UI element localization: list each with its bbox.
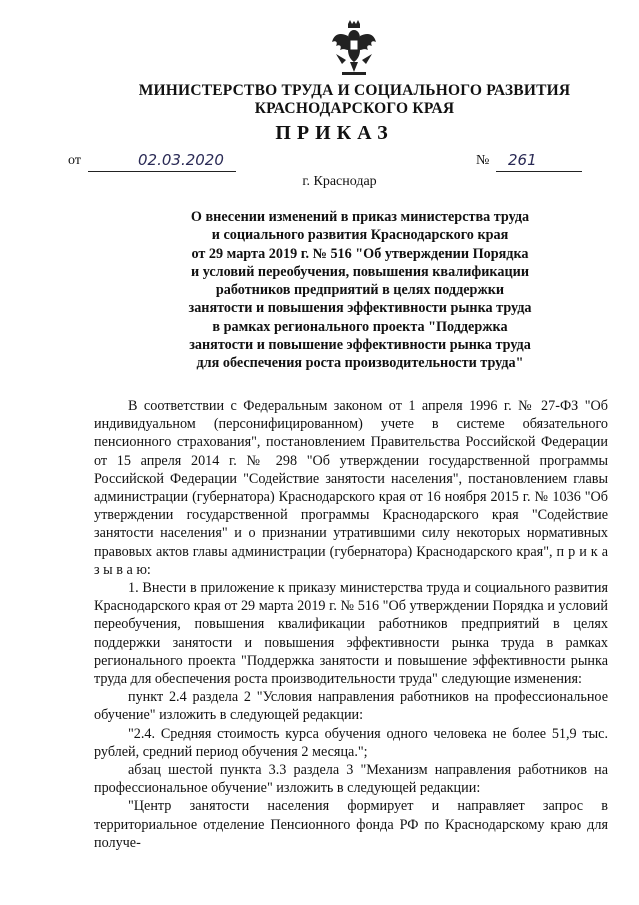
- subject-line: и условий переобучения, повышения квалификации: [190, 263, 529, 280]
- ministry-name: [0, 82, 639, 118]
- date-field: [88, 153, 236, 172]
- body-paragraph: 1. Внести в приложение к приказу министерства труда и социального развития Краснодарского края от 29 марта 2019 г. № 516 "Об утверждении Порядка и условий переобучения, повышения квалификации работников предприятий в целях поддержки занятости и повышения эффективности рынка труда в рамках регионального проекта "Поддержка занятости и повышение эффективности рынка труда для обеспечения роста производительности труда" следующие изменения:: [94, 580, 608, 688]
- number-field: [496, 153, 582, 172]
- handwritten-number: 261: [508, 151, 537, 169]
- subject-line: и социального развития Краснодарского края: [211, 227, 509, 244]
- body-paragraph: В соответствии с Федеральным законом от 1 апреля 1996 г. № 27-ФЗ "Об индивидуальном (персонифицированном) учете в системе обязательного пенсионного страхования", постановлением Правительства Российской Федерации от 15 апреля 2014 г. № 298 "Об утверждении государственной программы Российской Федерации "Содействие занятости населения", постановлением главы администрации (губернатора) Краснодарского края от 16 ноября 2015 г. № 1036 "Об утверждении государственной программы Краснодарского края "Содействие занятости населения" и о признании утратившими силу некоторых нормативных правовых актов главы администрации (губернатора) Краснодарского края", п р и к а з ы в а ю:: [94, 398, 608, 578]
- date-prefix: от: [68, 153, 81, 168]
- document-body: [94, 397, 608, 852]
- body-paragraph: "Центр занятости населения формирует и направляет запрос в территориальное отделение Пенсионного фонда РФ по Краснодарскому краю для получе-: [94, 798, 608, 851]
- body-paragraph: "2.4. Средняя стоимость курса обучения одного человека не более 51,9 тыс. рублей, средний период обучения 2 месяца.";: [94, 725, 608, 760]
- ministry-line-2: КРАСНОДАРСКОГО КРАЯ: [254, 100, 455, 117]
- subject-line: О внесении изменений в приказ министерства труда: [190, 209, 530, 225]
- subject-line: в рамках регионального проекта "Поддержка: [212, 318, 508, 335]
- city-name: г. Краснодар: [302, 174, 377, 189]
- body-paragraph: абзац шестой пункта 3.3 раздела 3 "Механизм направления работников на профессиональное обучение" изложить в следующей редакции:: [94, 762, 608, 797]
- coat-of-arms-emblem: [330, 20, 378, 78]
- handwritten-date: 02.03.2020: [138, 151, 224, 169]
- number-prefix: №: [476, 153, 490, 168]
- document-type-title: ПРИКАЗ: [275, 122, 394, 144]
- document-subject: [150, 208, 570, 373]
- subject-line: работников предприятий в целях поддержки: [215, 282, 505, 299]
- subject-line: занятости и повышения эффективности рынка труда: [188, 300, 532, 317]
- ministry-line-1: МИНИСТЕРСТВО ТРУДА И СОЦИАЛЬНОГО РАЗВИТИЯ: [138, 82, 571, 99]
- subject-line: для обеспечения роста производительности труда": [196, 355, 524, 372]
- subject-line: занятости и повышение эффективности рынка труда: [189, 337, 531, 354]
- body-paragraph: пункт 2.4 раздела 2 "Условия направления работников на профессиональное обучение" изложить в следующей редакции:: [94, 689, 608, 724]
- subject-line: от 29 марта 2019 г. № 516 "Об утверждении Порядка: [191, 245, 529, 262]
